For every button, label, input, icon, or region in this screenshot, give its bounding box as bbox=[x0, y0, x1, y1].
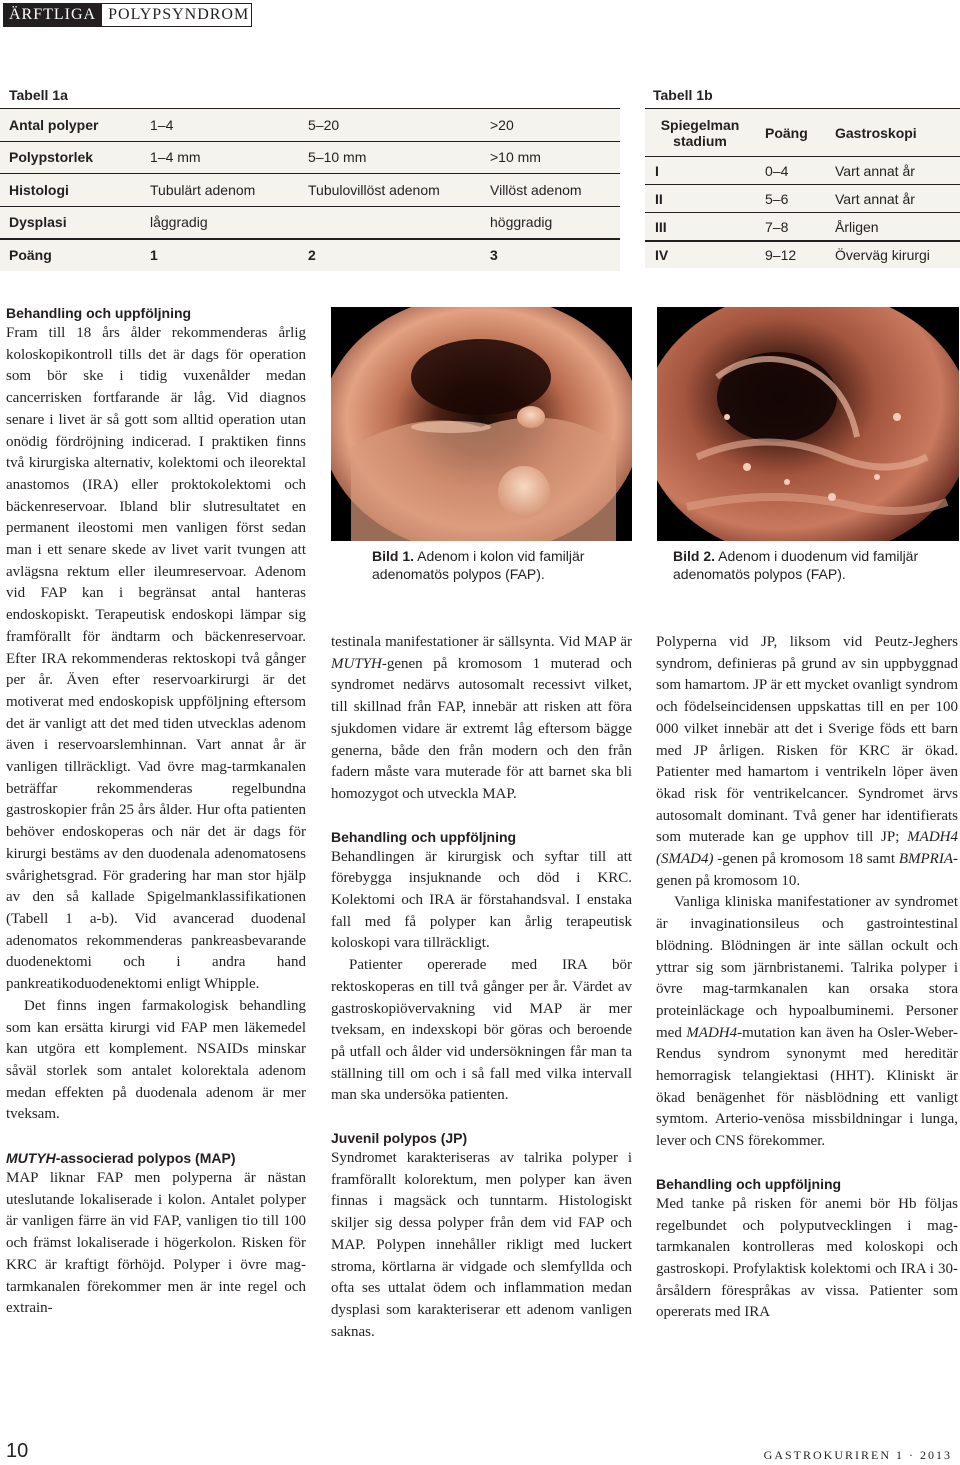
category-tag: ÄRFTLIGA bbox=[3, 3, 102, 27]
paragraph: Syndromet karakteriseras av talrika polyper i framförallt kolorektum, men polyper kan även finnas i magsäck och tunntarm. Histologiskt skiljer sig dessa polyper från dem vid FAP och MAP. Polypen innehåller rikligt med luckert stroma, körtlarna är vidgade och slemfyllda och ofta ses uttalat ödem och inflammation medan dysplasi som karakteriserar ett adenom vanligen saknas. bbox=[331, 1150, 632, 1340]
text: -genen på kromosom 18 samt bbox=[713, 851, 899, 868]
table-cell: Vart annat år bbox=[835, 162, 915, 179]
table-1a bbox=[0, 108, 620, 271]
table-header-row bbox=[645, 108, 960, 156]
table-cell: låggradig bbox=[150, 214, 208, 231]
table-cell: 1–4 mm bbox=[150, 149, 201, 166]
table-cell: III bbox=[655, 218, 667, 235]
article-column-1 bbox=[6, 303, 306, 1320]
table-header-cell: Poäng bbox=[765, 124, 808, 141]
table-cell: IV bbox=[655, 247, 669, 263]
table-cell: I bbox=[655, 162, 659, 179]
text: Polyperna vid JP, liksom vid Peutz-Jeghers syndrom, definieras på grund av sin uppbyggnad som hamartom. JP är ett mycket ovanligt syndrom och födelseincidensen uppskattas till en per 100 000 vilket innebär att det i Sverige föds ett barn med JP årligen. Risken för KRC är ökad. Patienter med hamartom i ventrikeln löper även ökad risk för ventrikelcancer. Syndromet ärvs autosomalt dominant. Två gener har identifierats som muterade kan ge upphov till JP; bbox=[656, 634, 958, 846]
table-row bbox=[0, 141, 620, 174]
table-cell: 5–6 bbox=[765, 190, 789, 207]
endoscopy-image-colon bbox=[331, 307, 632, 541]
caption-text: Adenom i kolon vid familjär adenomatös polypos (FAP). bbox=[372, 548, 585, 582]
gene-name: MADH4 (SMAD4) bbox=[656, 829, 958, 868]
paragraph: Med tanke på risken för anemi bör Hb följas regelbundet och polyputvecklingen i mag-tarmkanalen kontrolleras med koloskopi och gastroskopi. Profylaktisk kolektomi och IRA i 30-årsåldern förespråkas av vissa. Patienter som opererats med IRA bbox=[656, 1195, 958, 1321]
table-cell: 2 bbox=[308, 247, 316, 264]
heading-text: -associerad polypos (MAP) bbox=[55, 1150, 236, 1167]
text: -mutation kan även ha Osler-Weber-Rendus syndrom synonymt med hereditär hemorragisk telangiektasi (HHT). Kliniskt är ökad benägenhet för näsblödning ett vanligt symtom. Arterio-venösa missbildningar i lunga, lever och CNS förekommer. bbox=[656, 1024, 958, 1150]
caption-label: Bild 2. bbox=[673, 548, 716, 564]
table-1b bbox=[645, 108, 960, 268]
table-cell: Tubulovillöst adenom bbox=[308, 181, 440, 198]
caption-text: Adenom i duodenum vid familjär adenomatös polypos (FAP). bbox=[673, 548, 919, 582]
table-row bbox=[0, 173, 620, 206]
table-header-cell: Spiegelman stadium bbox=[660, 116, 740, 149]
gene-name: BMPRIA bbox=[898, 851, 953, 868]
table-cell: Polypstorlek bbox=[9, 149, 94, 166]
table-row bbox=[0, 238, 620, 271]
table-row bbox=[0, 108, 620, 141]
table-cell: 7–8 bbox=[765, 218, 789, 235]
table-cell: Antal polyper bbox=[9, 116, 99, 133]
section-heading: Behandling och uppföljning bbox=[331, 828, 517, 845]
table-header-cell: Gastroskopi bbox=[835, 124, 917, 141]
table-row bbox=[0, 206, 620, 239]
gene-name: MUTYH bbox=[6, 1150, 56, 1167]
table-cell: II bbox=[655, 190, 663, 207]
table-cell: Villöst adenom bbox=[490, 181, 582, 198]
table-cell: 1 bbox=[150, 247, 158, 264]
article-column-2 bbox=[331, 632, 632, 1343]
table-cell: höggradig bbox=[490, 214, 553, 231]
section-heading bbox=[6, 1148, 306, 1168]
image-2-caption bbox=[673, 547, 943, 583]
magazine-footer: GASTROKURIREN 1 · 2013 bbox=[763, 1448, 952, 1462]
table-cell: Överväg kirurgi bbox=[835, 247, 930, 263]
article-column-3 bbox=[656, 632, 958, 1324]
endoscopy-image-duodenum bbox=[657, 307, 959, 541]
table-row bbox=[645, 212, 960, 240]
section-heading: Juvenil polypos (JP) bbox=[331, 1130, 468, 1147]
table-cell: 9–12 bbox=[765, 247, 797, 263]
caption-label: Bild 1. bbox=[372, 548, 415, 564]
paragraph: MAP liknar FAP men polyperna är nästan uteslutande lokaliserade i kolon. Antalet polyper är vanligen färre än vid FAP, vanligen tio till 100 och främst lokaliserade i högerkolon. Risken för KRC är kraftigt förhöjd. Polyper i övre mag-tarmkanalen förekommer men är inte regel och extrain- bbox=[6, 1170, 306, 1317]
table-cell: 0–4 bbox=[765, 162, 789, 179]
paragraph bbox=[331, 632, 632, 806]
section-heading: Behandling och uppföljning bbox=[656, 1175, 842, 1192]
table-cell: 3 bbox=[490, 247, 498, 264]
topic-tag: POLYPSYNDROM bbox=[102, 3, 252, 27]
gene-name: MADH4 bbox=[686, 1024, 738, 1041]
paragraph: Det finns ingen farmakologisk behandling som kan ersätta kirurgi vid FAP men läkemedel kan utgöra ett komplement. NSAIDs minskar såväl storlek som antalet kolorektala adenom medan effekten på duodenala adenom är mer tveksam. bbox=[6, 997, 306, 1123]
table-cell: >20 bbox=[490, 116, 514, 133]
text: -genen på kromosom 10. bbox=[656, 851, 958, 889]
page-number: 10 bbox=[6, 1440, 29, 1462]
image-1-caption bbox=[372, 547, 622, 583]
paragraph bbox=[656, 632, 958, 892]
gene-name: MUTYH bbox=[331, 655, 382, 672]
text: Vanliga kliniska manifestationer av syndromet är invaginationsileus och gastrointestinal blödning. Blödningen är inte sällan ockult och yttrar sig som järnbristanemi. Talrika polyper i övre mag-tarmkanalen kan orsaka stora proteinläckage och hypoalbuminemi. Personer med bbox=[656, 894, 958, 1041]
paragraph: Fram till 18 års ålder rekommenderas årlig koloskopikontroll tills det är dags för operation som bör ske i tidig vuxenålder medan cancerrisken fortfarande är låg. Vid diagnos senare i livet är så gott som alltid operation utan onödig fördröjning indicerad. I praktiken finns två kirurgiska alternativ, kolektomi och ileorektal anastomos (IRA) eller proktokolektomi och bäckenreservoar. Ibland blir slutresultatet en permanent ileostomi men vanligen först sedan man i ett senare skede av livet varit tvungen att avlägsna rektum eller ileumreservoar. Adenom vid FAP kan i begränsat antal hanteras endoskopiskt. Terapeutisk endoskopi lämpar sig framförallt för ändtarm och bäckenreservoar. Efter IRA rekommenderas rektoskopi två gånger per år. Även efter reservoarkirurgi är det motiverat med endoskopisk uppföljning eftersom det är vanligt att det med tiden utvecklas adenom även i reservoarslemhinnan. Vart annat år är vanligen tillräckligt. Vad övre mag-tarmkanalen beträffar rekommenderas regelbundna gastroskopier från 25 års ålder. Hur ofta patienten behöver endoskoperas och när det är dags för kirurgi bestäms av den duodenala adenomatosens svårighetsgrad. För gradering har man stor hjälp av den så kallade Spigelmanklassifikationen (Tabell 1 a-b). Vid avancerad duodenal adenomatos rekommenderas pankreasbevarande duodenektomi och i andra hand pankreatikoduodenektomi enligt Whipple. bbox=[6, 325, 306, 993]
table-row bbox=[645, 156, 960, 184]
table-cell: Tubulärt adenom bbox=[150, 181, 256, 198]
table-cell: Dysplasi bbox=[9, 214, 67, 231]
section-header bbox=[3, 3, 252, 27]
table-cell: Årligen bbox=[835, 218, 879, 235]
text: -genen på kromosom 1 muterad och syndromet nedärvs autosomalt recessivt vilket, till skillnad från FAP, innebär att risken att föra sjukdomen vidare är extremt låg eftersom bägge generna, både den från modern och den från fadern måste vara muterade för att barnet ska bli homozygot och utveckla MAP. bbox=[331, 655, 632, 802]
paragraph bbox=[656, 892, 958, 1152]
table-1b-title: Tabell 1b bbox=[653, 87, 713, 103]
table-cell: >10 mm bbox=[490, 149, 541, 166]
table-row bbox=[645, 240, 960, 268]
table-row bbox=[645, 184, 960, 212]
text: testinala manifestationer är sällsynta. Vid MAP är bbox=[331, 634, 632, 650]
table-cell: Vart annat år bbox=[835, 190, 915, 207]
table-cell: 5–20 bbox=[308, 116, 340, 133]
paragraph: Patienter opererade med IRA bör rektoskoperas en till två gånger per år. Värdet av gastroskopiövervakning vid MAP är mer tveksam, en indexskopi bör göras och beroende på utfall och ålder vid undersökningen får man ta ställning till om och i så fall med vilka intervall man ska undersöka patienten. bbox=[331, 957, 632, 1104]
table-cell: 1–4 bbox=[150, 116, 174, 133]
table-1a-title: Tabell 1a bbox=[9, 87, 68, 103]
table-cell: 5–10 mm bbox=[308, 149, 367, 166]
section-heading: Behandling och uppföljning bbox=[6, 305, 192, 321]
paragraph: Behandlingen är kirurgisk och syftar till att förebygga insjuknande och död i KRC. Kolektomi och IRA är förstahandsval. I enstaka fall med få polyper kan årlig terapeutisk koloskopi vara tillräckligt. bbox=[331, 848, 632, 952]
table-cell: Histologi bbox=[9, 181, 69, 198]
table-cell: Poäng bbox=[9, 247, 52, 264]
